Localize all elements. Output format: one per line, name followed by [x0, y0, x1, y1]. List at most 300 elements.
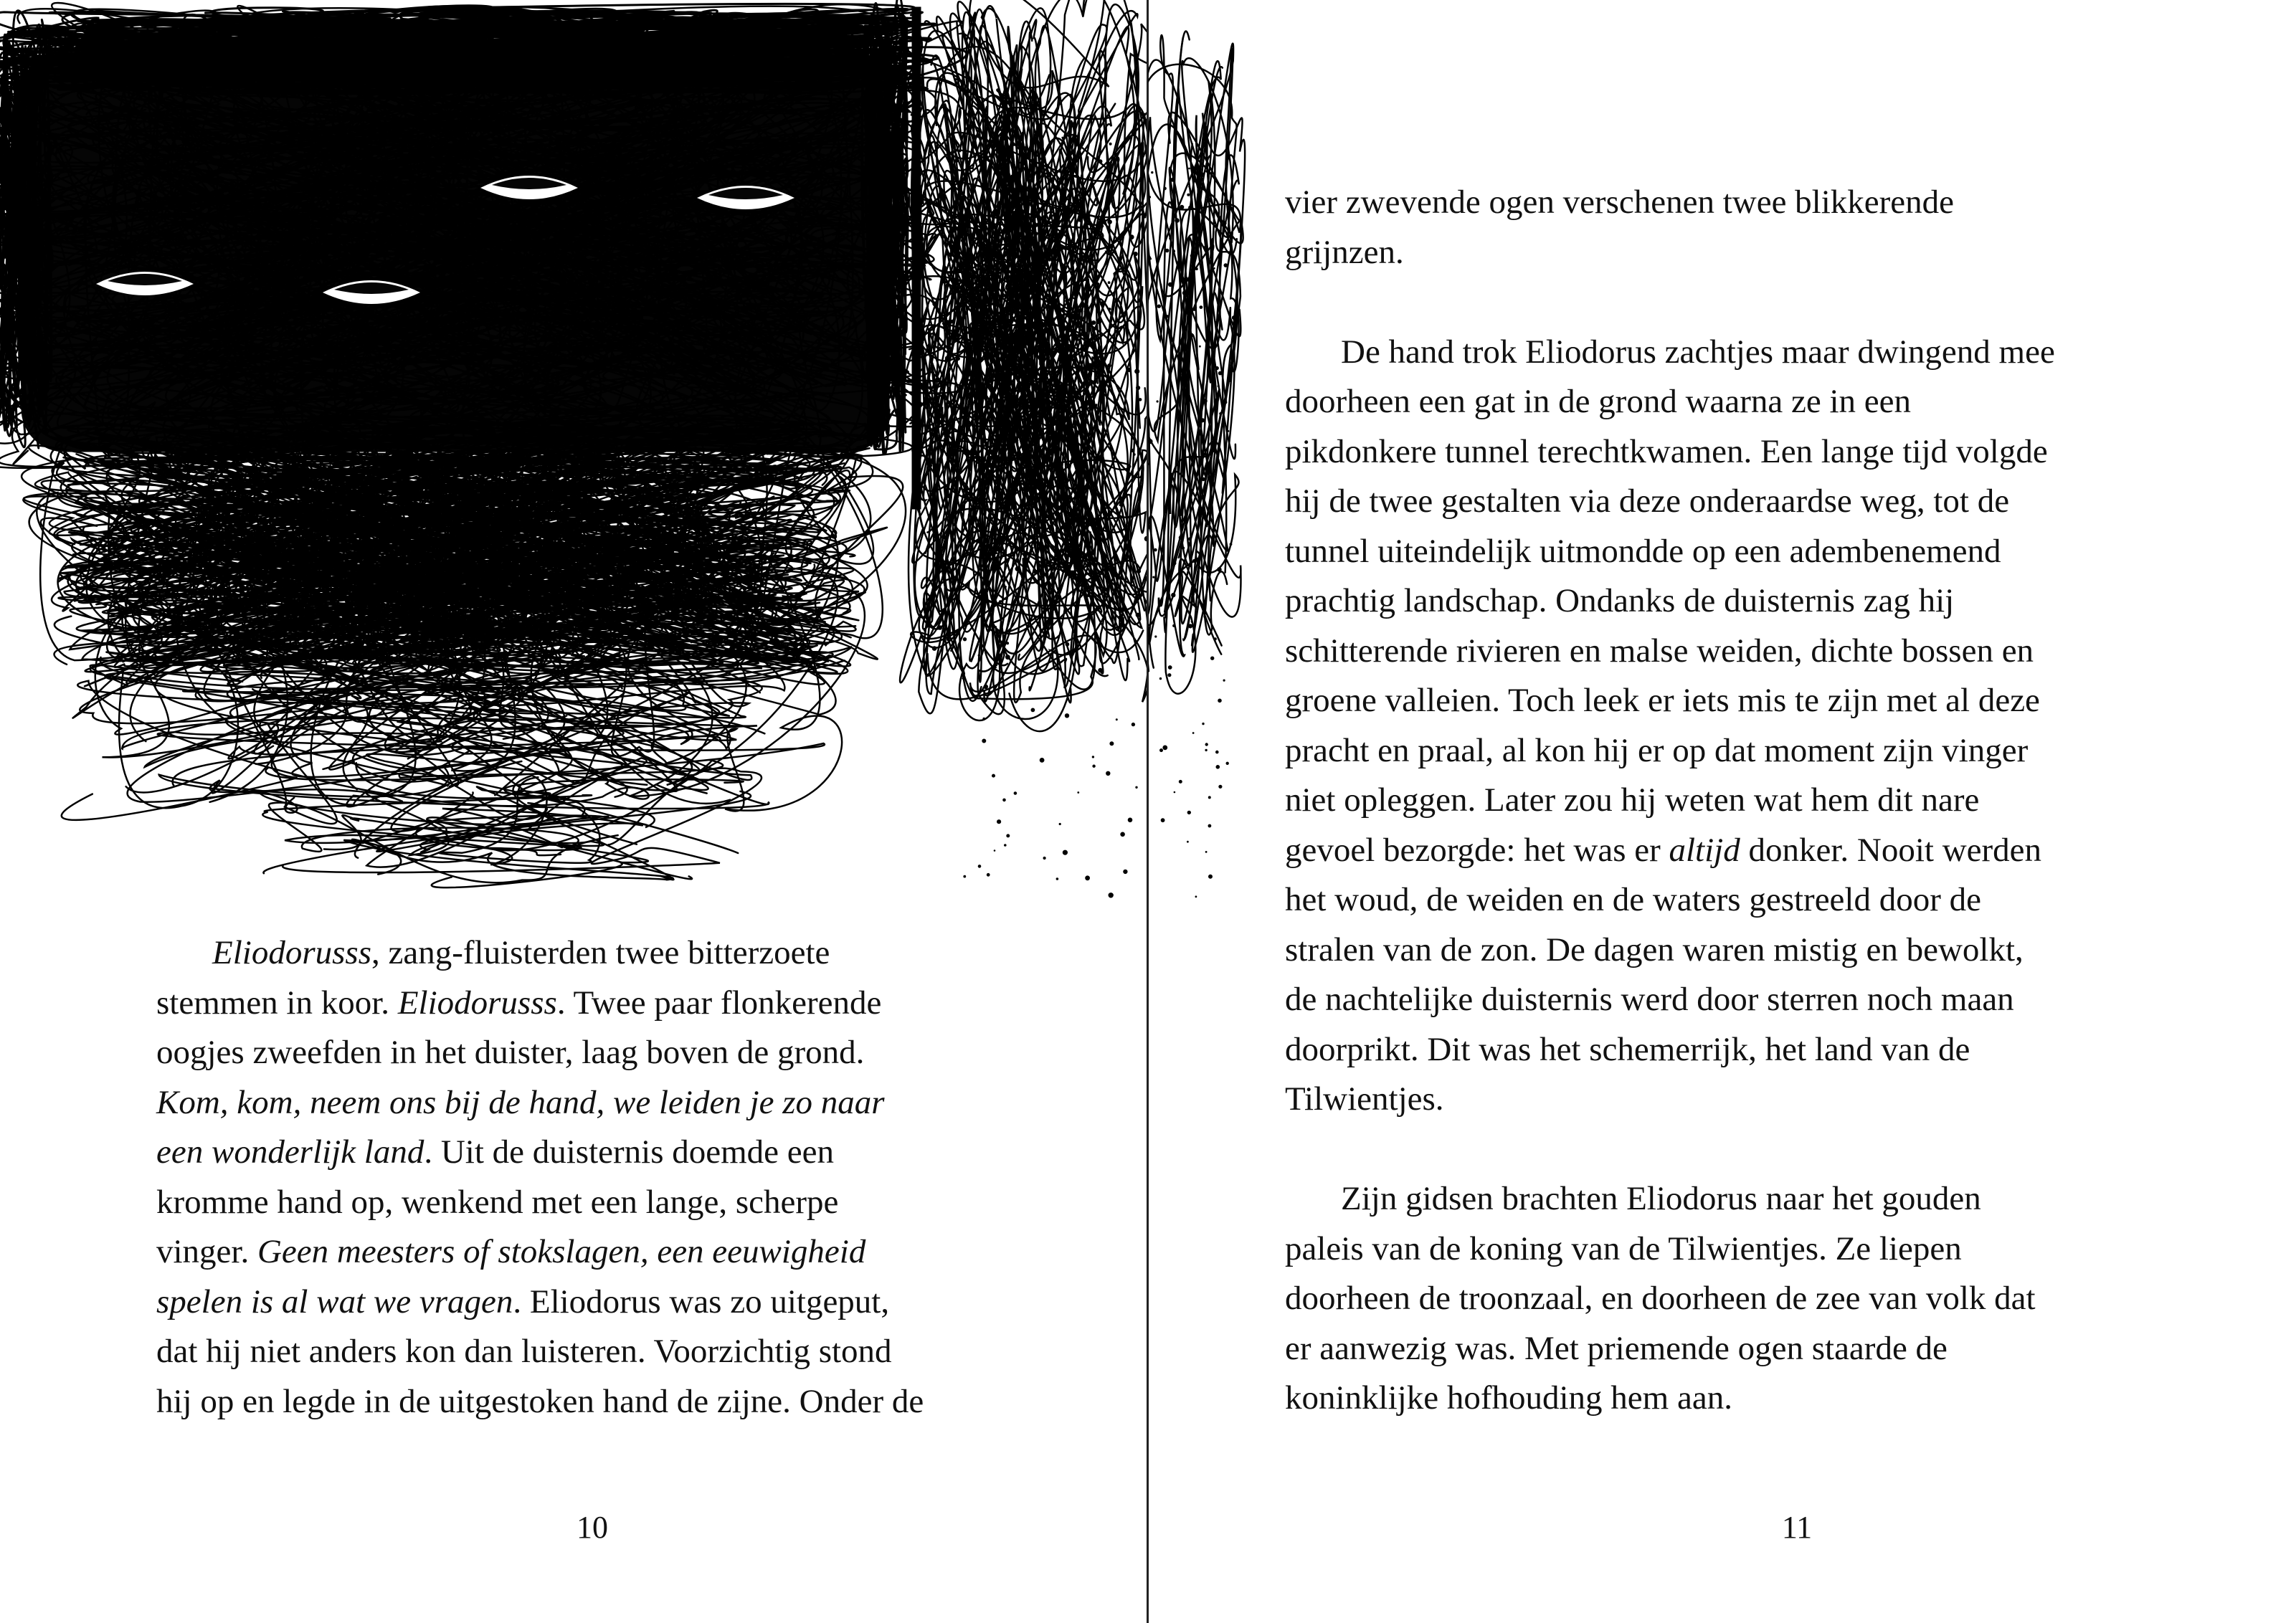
- ink-speck: [1200, 173, 1204, 176]
- ink-speck: [1006, 655, 1010, 660]
- text-run: De hand trok Eliodorus zachtjes maar dwingend mee: [1341, 333, 2055, 371]
- ink-speck: [1088, 222, 1091, 225]
- ink-speck: [1049, 616, 1053, 620]
- text-line: [1285, 1025, 2181, 1075]
- ink-speck: [944, 281, 946, 283]
- ink-speck: [1190, 254, 1193, 257]
- ink-speck: [1224, 264, 1228, 267]
- text-line: [1285, 1075, 2181, 1125]
- text-run: tunnel uiteindelijk uitmondde op een adembenemend: [1285, 532, 2001, 570]
- ink-speck: [1166, 315, 1169, 318]
- ink-speck: [1226, 762, 1228, 764]
- ink-speck: [1034, 570, 1038, 573]
- ink-speck: [1043, 546, 1045, 548]
- text-line: [156, 1078, 1053, 1128]
- text-run: . Eliodorus was zo uitgeput,: [513, 1282, 890, 1320]
- ink-speck: [1078, 792, 1079, 794]
- ink-speck: [1065, 714, 1068, 718]
- ink-speck: [1218, 568, 1222, 572]
- ink-speck: [1204, 617, 1206, 619]
- ink-speck: [1129, 235, 1134, 239]
- ink-speck: [1186, 277, 1187, 279]
- text-run: . Twee paar flonkerende: [556, 984, 882, 1022]
- text-line: [156, 1327, 1053, 1377]
- ink-speck: [1031, 708, 1035, 712]
- ink-speck: [1182, 547, 1185, 549]
- ink-speck: [1050, 504, 1053, 508]
- ink-speck: [1157, 305, 1160, 308]
- ink-speck: [960, 429, 963, 432]
- ink-speck: [1116, 719, 1117, 720]
- ink-speck: [1006, 277, 1008, 280]
- text-run: kromme hand op, wenkend met een lange, scherpe: [156, 1183, 839, 1221]
- ink-speck: [1086, 876, 1090, 880]
- ink-speck: [1066, 571, 1069, 573]
- text-line: [1285, 328, 2181, 378]
- ink-speck: [1195, 896, 1197, 898]
- ink-speck: [1128, 818, 1132, 822]
- ink-speck: [1187, 841, 1189, 842]
- text-run: grijnzen.: [1285, 233, 1404, 271]
- ink-speck: [1084, 311, 1086, 313]
- ink-speck: [1172, 250, 1175, 252]
- ink-speck: [1179, 780, 1182, 783]
- ink-speck: [1155, 636, 1157, 637]
- ink-speck: [1216, 751, 1219, 753]
- ink-speck: [1136, 786, 1137, 788]
- ink-speck: [1091, 343, 1096, 347]
- ink-speck: [964, 875, 966, 877]
- ink-speck: [1192, 307, 1196, 310]
- italic-run: Geen meesters of stokslagen, een eeuwigheid: [257, 1233, 866, 1270]
- ink-speck: [1187, 194, 1190, 196]
- ink-speck: [1007, 834, 1010, 837]
- ink-speck: [963, 638, 966, 641]
- left-page-text: [156, 928, 1053, 1427]
- text-line: [156, 1227, 1053, 1277]
- paragraph-gap: [1285, 1125, 2181, 1175]
- ink-speck: [980, 358, 982, 360]
- ink-speck: [987, 575, 989, 576]
- ink-speck: [1148, 463, 1149, 465]
- ink-speck: [1093, 765, 1095, 767]
- text-line: [1285, 676, 2181, 726]
- ink-speck: [985, 473, 987, 475]
- ink-speck: [1191, 621, 1192, 622]
- ink-speck: [959, 214, 964, 218]
- ink-speck: [1108, 282, 1110, 284]
- ink-speck: [1205, 749, 1207, 751]
- ink-speck: [1093, 231, 1096, 234]
- ink-speck: [1134, 252, 1137, 256]
- text-run: hij op en legde in de uitgestoken hand de zijne. Onder de: [156, 1382, 924, 1420]
- ink-speck: [1208, 796, 1210, 799]
- ink-speck: [1172, 593, 1175, 596]
- ink-speck: [949, 365, 950, 366]
- ink-speck: [1160, 749, 1163, 752]
- text-run: Zijn gidsen brachten Eliodorus naar het gouden: [1341, 1180, 1981, 1217]
- ink-speck: [1165, 249, 1169, 252]
- ink-speck: [1003, 290, 1005, 291]
- text-line: [1285, 1274, 2181, 1324]
- page-number-right: 11: [1781, 1510, 1813, 1545]
- ink-speck: [1189, 168, 1190, 169]
- text-line: [1285, 1174, 2181, 1224]
- ink-speck: [957, 357, 959, 360]
- text-run: gevoel bezorgde: het was er: [1285, 831, 1669, 869]
- ink-speck: [1058, 358, 1062, 361]
- ink-speck: [1189, 206, 1192, 209]
- italic-run: altijd: [1669, 831, 1740, 869]
- ink-speck: [1029, 376, 1030, 378]
- ink-speck: [1043, 857, 1045, 859]
- text-run: vier zwevende ogen verschenen twee blikkerende: [1285, 184, 1955, 221]
- ink-speck: [932, 399, 934, 401]
- ink-speck: [1171, 178, 1175, 181]
- ink-speck: [1139, 399, 1142, 401]
- text-run: koninklijke hofhouding hem aan.: [1285, 1379, 1732, 1417]
- ink-speck: [1168, 282, 1172, 286]
- ink-speck: [978, 655, 980, 657]
- ink-speck: [1015, 567, 1020, 571]
- ink-speck: [1063, 850, 1067, 855]
- ink-speck: [1161, 819, 1164, 822]
- ink-speck: [962, 678, 964, 680]
- text-line: [1285, 776, 2181, 826]
- text-line: [1285, 527, 2181, 577]
- ink-speck: [1092, 321, 1096, 325]
- ink-speck: [1211, 657, 1214, 660]
- ink-speck: [1007, 642, 1009, 644]
- ink-speck: [1055, 514, 1056, 515]
- ink-speck: [1092, 756, 1094, 758]
- text-line: [1285, 1224, 2181, 1275]
- ink-speck: [1110, 742, 1114, 746]
- ink-speck: [942, 546, 944, 548]
- text-run: schitterende rivieren en malse weiden, dichte bossen en: [1285, 632, 2034, 670]
- ink-speck: [1040, 758, 1044, 763]
- ink-speck: [1003, 799, 1006, 801]
- ink-speck: [1172, 561, 1176, 566]
- ink-speck: [1136, 613, 1139, 617]
- ink-speck: [1163, 746, 1167, 750]
- ink-speck: [1164, 187, 1167, 190]
- ink-speck: [1196, 239, 1198, 241]
- text-line: [1285, 627, 2181, 677]
- text-line: [156, 1377, 1053, 1427]
- ink-speck: [1202, 477, 1205, 481]
- ink-speck: [990, 456, 993, 460]
- ink-speck: [1175, 219, 1180, 223]
- ink-speck: [1223, 222, 1226, 225]
- ink-speck: [1049, 260, 1050, 262]
- ink-speck: [1000, 503, 1003, 506]
- ink-speck: [1223, 680, 1225, 681]
- text-line: [1285, 975, 2181, 1025]
- ink-speck: [992, 774, 995, 777]
- ink-speck: [1056, 878, 1058, 880]
- ink-speck: [1040, 335, 1043, 338]
- text-run: oogjes zweefden in het duister, laag boven de grond.: [156, 1034, 865, 1071]
- ink-speck: [1189, 624, 1192, 628]
- text-line: [1285, 477, 2181, 527]
- ink-speck: [1066, 300, 1068, 303]
- text-line: [1285, 427, 2181, 477]
- text-line: [156, 1277, 1053, 1328]
- text-line: [156, 1178, 1053, 1228]
- ink-speck: [1185, 393, 1187, 395]
- ink-speck: [941, 536, 945, 539]
- ink-speck: [984, 458, 986, 460]
- ink-speck: [1200, 346, 1201, 347]
- ink-speck: [1081, 492, 1084, 495]
- ink-speck: [967, 533, 969, 536]
- text-run: het woud, de weiden en de waters gestreeld door de: [1285, 881, 1981, 918]
- ink-speck: [1202, 723, 1204, 724]
- ink-speck: [1042, 325, 1044, 327]
- ink-speck: [1215, 366, 1218, 369]
- italic-run: Eliodorusss: [397, 984, 557, 1022]
- text-run: pikdonkere tunnel terechtkwamen. Een lange tijd volgde: [1285, 432, 2048, 470]
- ink-speck: [1101, 389, 1104, 392]
- text-line: [156, 1128, 1053, 1178]
- ink-speck: [1228, 379, 1231, 382]
- ink-speck: [1205, 743, 1208, 746]
- ink-speck: [1121, 832, 1125, 837]
- text-line: [1285, 377, 2181, 427]
- ink-speck: [1193, 559, 1196, 562]
- ink-speck: [1132, 723, 1134, 725]
- right-page: [1148, 0, 2296, 1623]
- ink-speck: [1014, 792, 1017, 795]
- text-run: doorprikt. Dit was het schemerrijk, het land van de: [1285, 1030, 1970, 1068]
- ink-speck: [1180, 205, 1184, 209]
- ink-speck: [1220, 413, 1222, 415]
- ink-speck: [984, 685, 988, 689]
- ink-speck: [982, 739, 986, 743]
- ink-speck: [1025, 362, 1028, 365]
- ink-speck: [1159, 677, 1161, 679]
- ink-speck: [1076, 517, 1078, 520]
- ink-speck: [977, 439, 978, 441]
- ink-speck: [1188, 538, 1191, 541]
- text-line: [1285, 1374, 2181, 1424]
- ink-speck: [1157, 401, 1158, 402]
- ink-speck: [1039, 163, 1042, 166]
- text-line: [156, 1028, 1053, 1078]
- ink-speck: [1228, 431, 1229, 432]
- ink-speck: [1004, 386, 1008, 391]
- ink-speck: [1025, 324, 1028, 327]
- italic-run: Eliodorusss: [212, 934, 371, 971]
- ink-speck: [1015, 439, 1018, 442]
- text-line: [1285, 925, 2181, 976]
- ink-speck: [1127, 368, 1131, 372]
- ink-speck: [1218, 386, 1219, 387]
- ink-speck: [1059, 823, 1061, 824]
- text-run: prachtig landschap. Ondanks de duisternis zag hij: [1285, 582, 1955, 619]
- text-line: [1285, 178, 2181, 228]
- ink-speck: [1219, 785, 1222, 788]
- ink-speck: [945, 627, 947, 629]
- ink-speck: [1108, 220, 1112, 224]
- ink-speck: [1038, 316, 1040, 318]
- text-run: , zang-fluisterden twee bitterzoete: [371, 934, 830, 971]
- ink-speck: [997, 368, 1002, 372]
- ink-speck: [1061, 556, 1062, 558]
- text-run: de nachtelijke duisternis werd door sterren noch maan: [1285, 981, 2014, 1018]
- text-run: hij de twee gestalten via deze onderaardse weg, tot de: [1285, 482, 2010, 520]
- ink-speck: [982, 277, 987, 281]
- text-line: [1285, 576, 2181, 627]
- ink-speck: [1179, 536, 1182, 540]
- ink-speck: [1064, 248, 1066, 250]
- right-page-text: [1285, 178, 2181, 1424]
- ink-speck: [1176, 609, 1177, 610]
- text-run: er aanwezig was. Met priemende ogen staarde de: [1285, 1329, 1948, 1367]
- ink-speck: [1050, 173, 1052, 175]
- ink-speck: [1072, 387, 1076, 391]
- text-run: . Uit de duisternis doemde een: [424, 1133, 835, 1171]
- ink-speck: [1230, 543, 1232, 546]
- ink-speck: [1078, 218, 1081, 222]
- text-line: [1285, 228, 2181, 278]
- ink-speck: [1213, 267, 1215, 269]
- ink-speck: [1099, 668, 1103, 672]
- text-run: stemmen in koor.: [156, 984, 398, 1022]
- text-run: doorheen een gat in de grond waarna ze in een: [1285, 383, 1912, 420]
- ink-speck: [987, 873, 990, 876]
- ink-speck: [996, 553, 997, 554]
- paragraph-gap: [1285, 277, 2181, 328]
- ink-speck: [994, 850, 995, 852]
- ink-speck: [1109, 308, 1111, 310]
- ink-speck: [1088, 542, 1090, 543]
- text-line: [156, 979, 1053, 1029]
- text-run: pracht en praal, al kon hij er op dat moment zijn vinger: [1285, 731, 2029, 769]
- ink-speck: [1182, 291, 1187, 295]
- ink-speck: [1174, 791, 1175, 793]
- ink-speck: [983, 718, 985, 720]
- ink-speck: [1203, 399, 1207, 403]
- italic-run: Kom, kom, neem ons bij de hand, we leiden je zo naar: [156, 1083, 885, 1121]
- ink-speck: [977, 530, 978, 531]
- text-run: doorheen de troonzaal, en doorheen de zee van volk dat: [1285, 1280, 2036, 1317]
- page-number-left: 10: [577, 1510, 608, 1545]
- ink-speck: [938, 626, 942, 630]
- ink-speck: [1066, 642, 1069, 646]
- ink-speck: [1196, 268, 1198, 270]
- ink-speck: [954, 159, 958, 163]
- ink-speck: [995, 300, 1000, 304]
- ink-speck: [1109, 893, 1113, 898]
- ink-speck: [1032, 237, 1034, 239]
- ink-speck: [1173, 624, 1175, 627]
- ink-speck: [1187, 811, 1190, 814]
- ink-speck: [1091, 381, 1093, 382]
- text-run: donker. Nooit werden: [1740, 831, 2042, 869]
- ink-speck: [1200, 306, 1202, 309]
- ink-speck: [1135, 369, 1139, 373]
- ink-speck: [967, 386, 969, 388]
- ink-speck: [952, 335, 953, 336]
- text-run: groene valleien. Toch leek er iets mis te zijn met al deze: [1285, 682, 2040, 719]
- ink-speck: [1218, 371, 1222, 375]
- text-run: Tilwientjes.: [1285, 1080, 1444, 1118]
- ink-speck: [1106, 771, 1110, 775]
- ink-speck: [1192, 274, 1194, 275]
- ink-speck: [1063, 492, 1067, 497]
- ink-speck: [1005, 586, 1006, 588]
- ink-speck: [1154, 548, 1157, 551]
- text-line: [1285, 826, 2181, 876]
- ink-speck: [1098, 337, 1100, 339]
- ink-speck: [1218, 699, 1222, 703]
- ink-speck: [933, 302, 937, 306]
- ink-speck: [1153, 576, 1154, 578]
- ink-speck: [960, 505, 964, 510]
- ink-speck: [932, 647, 936, 651]
- text-line: [1285, 875, 2181, 925]
- ink-speck: [1214, 638, 1216, 640]
- scribble-illustration: [0, 0, 1148, 932]
- ink-speck: [1205, 852, 1207, 853]
- ink-speck: [1168, 666, 1172, 670]
- ink-speck: [1170, 237, 1172, 239]
- text-run: dat hij niet anders kon dan luisteren. Voorzichtig stond: [156, 1333, 892, 1370]
- text-run: paleis van de koning van de Tilwientjes. Ze liepen: [1285, 1229, 1962, 1267]
- ink-speck: [1149, 196, 1150, 198]
- text-run: stralen van de zon. De dagen waren mistig en bewolkt,: [1285, 931, 2024, 968]
- ink-speck: [951, 249, 954, 252]
- ink-speck: [1088, 363, 1092, 368]
- ink-speck: [1109, 143, 1111, 145]
- ink-speck: [1101, 225, 1103, 227]
- ink-speck: [965, 485, 968, 488]
- text-line: [1285, 726, 2181, 776]
- italic-run: een wonderlijk land: [156, 1133, 424, 1171]
- ink-speck: [1097, 320, 1101, 324]
- ink-speck: [1076, 485, 1078, 487]
- ink-speck: [1108, 364, 1111, 368]
- ink-speck: [1152, 171, 1153, 173]
- ink-speck: [1099, 160, 1102, 163]
- ink-speck: [1137, 386, 1140, 389]
- ink-speck: [1198, 181, 1200, 184]
- text-run: niet opleggen. Later zou hij weten wat hem dit nare: [1285, 781, 1980, 819]
- ink-speck: [1148, 439, 1152, 444]
- ink-speck: [1200, 419, 1204, 422]
- ink-speck: [1137, 569, 1140, 573]
- ink-speck: [1100, 302, 1104, 306]
- text-line: [1285, 1324, 2181, 1374]
- ink-speck: [997, 820, 1001, 824]
- ink-speck: [1124, 870, 1127, 873]
- ink-speck: [978, 865, 981, 868]
- ink-speck: [1058, 530, 1061, 533]
- ink-speck: [1091, 262, 1094, 265]
- ink-speck: [1232, 316, 1235, 320]
- ink-speck: [1005, 844, 1007, 847]
- ink-speck: [1132, 449, 1134, 452]
- ink-speck: [1208, 824, 1211, 827]
- ink-speck: [1203, 247, 1205, 248]
- ink-speck: [946, 321, 949, 325]
- ink-speck: [949, 320, 953, 323]
- ink-speck: [967, 452, 969, 454]
- ink-speck: [1209, 875, 1213, 878]
- italic-run: spelen is al wat we vragen: [156, 1282, 513, 1320]
